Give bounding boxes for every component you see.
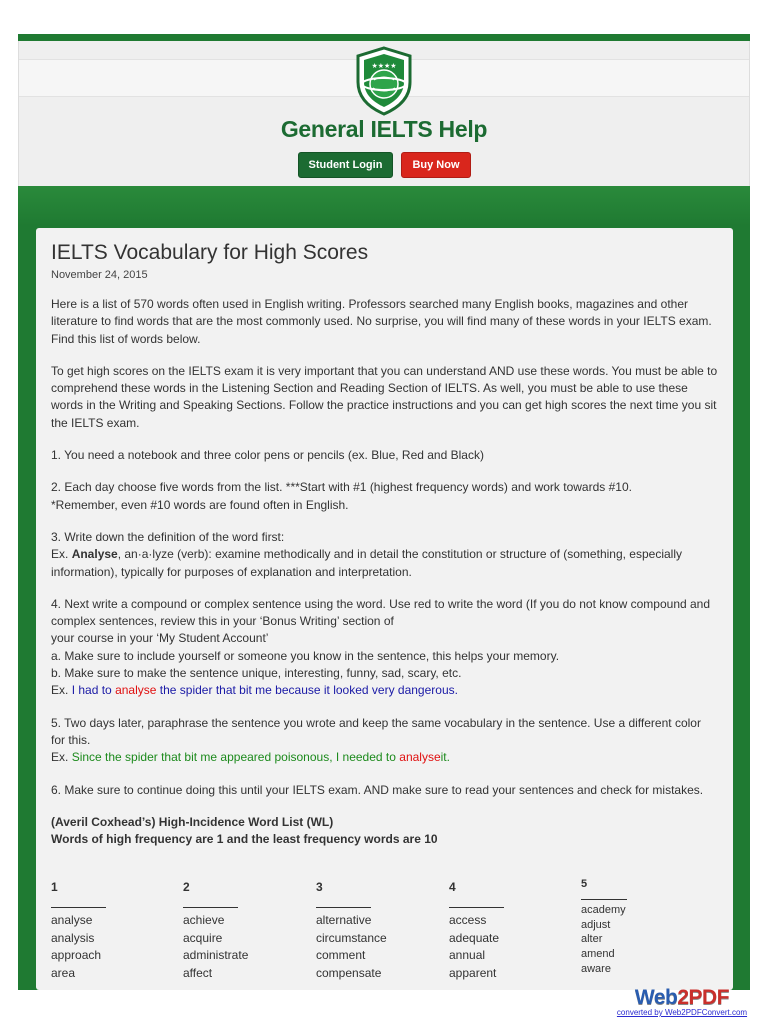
site-header bbox=[18, 41, 750, 186]
importance-paragraph: To get high scores on the IELTS exam it is very important that you can understand AND use these words. You must be able to comprehend these words in the Listening Section and Reading Section of IELTS. As well, you must be able to use these words in the Writing and Speaking Sections. Follow the practice instructions and you can get high scores the next time you sit the IELTS exam. bbox=[51, 363, 718, 430]
word-item: analysis bbox=[51, 930, 95, 945]
step-3-word: Analyse bbox=[71, 547, 118, 562]
step-5-ex-label: Ex. bbox=[51, 750, 69, 765]
word-item: alternative bbox=[316, 913, 372, 927]
column-rule bbox=[183, 897, 238, 908]
top-accent-bar bbox=[18, 34, 750, 41]
step-5-example-start: Since the spider that bit me appeared poisonous, I needed to bbox=[71, 750, 396, 765]
step-2 bbox=[51, 479, 718, 514]
step-4-tip-b: b. Make sure to make the sentence unique, interesting, funny, sad, scary, etc. bbox=[51, 666, 462, 681]
column-number: 2 bbox=[183, 880, 190, 894]
word-item: area bbox=[51, 966, 76, 981]
step-2-line: 2. Each day choose five words from the list. ***Start with #1 (highest frequency words) and work towards #10. bbox=[51, 480, 632, 495]
column-number: 5 bbox=[581, 878, 588, 890]
word-item: achieve bbox=[183, 913, 225, 927]
word-item: annual bbox=[449, 948, 486, 963]
student-login-button[interactable]: Student Login bbox=[298, 152, 394, 178]
word-column-1 bbox=[51, 880, 181, 983]
step-4-example-word: analyse bbox=[115, 683, 157, 698]
step-3-line: 3. Write down the definition of the word first: bbox=[51, 529, 285, 544]
word-item: acquire bbox=[183, 930, 223, 945]
column-number: 1 bbox=[51, 880, 58, 894]
web2pdf-watermark bbox=[612, 986, 752, 1017]
word-column-3 bbox=[316, 880, 446, 983]
column-number: 3 bbox=[316, 880, 323, 894]
word-item: compensate bbox=[316, 966, 382, 981]
step-5 bbox=[51, 715, 718, 767]
buy-now-button[interactable]: Buy Now bbox=[401, 152, 470, 178]
word-item: adjust bbox=[581, 918, 611, 931]
column-rule bbox=[449, 897, 504, 908]
web2pdf-logo bbox=[612, 986, 752, 1010]
column-rule bbox=[316, 897, 371, 908]
word-item: adequate bbox=[449, 930, 500, 945]
svg-text:★★★★: ★★★★ bbox=[371, 62, 397, 70]
word-list-subtitle: Words of high frequency are 1 and the least frequency words are 10 bbox=[51, 832, 438, 847]
step-1: 1. You need a notebook and three color pens or pencils (ex. Blue, Red and Black) bbox=[51, 448, 484, 463]
step-5-line: 5. Two days later, paraphrase the sentence you wrote and keep the same vocabulary in the sentence. Use a different color for this. bbox=[51, 715, 701, 747]
step-4-example-end: the spider that bit me because it looked very dangerous. bbox=[159, 683, 458, 698]
word-item: affect bbox=[183, 966, 213, 981]
step-4-course: your course in your ‘My Student Account’ bbox=[51, 631, 269, 646]
web2pdf-logo-pdf: 2PDF bbox=[677, 986, 730, 1009]
step-5-example-word: analyse bbox=[399, 750, 441, 765]
step-5-example-end: it. bbox=[440, 750, 450, 765]
post-card bbox=[36, 228, 733, 990]
column-rule bbox=[581, 892, 627, 900]
step-6: 6. Make sure to continue doing this until your IELTS exam. AND make sure to read your sentences and check for mistakes. bbox=[51, 782, 704, 797]
word-item: access bbox=[449, 913, 487, 927]
step-3-ex-label: Ex. bbox=[51, 547, 69, 562]
word-item: comment bbox=[316, 948, 366, 963]
word-item: approach bbox=[51, 948, 102, 963]
word-item: amend bbox=[581, 948, 615, 961]
word-column-4 bbox=[449, 880, 579, 983]
step-3 bbox=[51, 529, 718, 581]
site-logo-shield-icon[interactable] bbox=[354, 46, 414, 116]
web2pdf-logo-web: Web bbox=[634, 986, 678, 1009]
intro-paragraph: Here is a list of 570 words often used in English writing. Professors searched many English books, magazines and other literature to find words that are the most commonly used. No surprise, you will find many of these words in your IELTS exam. Find this list of words below. bbox=[51, 297, 712, 346]
step-4-example-start: I had to bbox=[71, 683, 112, 698]
header-buttons bbox=[19, 152, 749, 178]
post-title[interactable]: IELTS Vocabulary for High Scores bbox=[51, 241, 369, 264]
word-item: apparent bbox=[449, 966, 497, 981]
site-title[interactable]: General IELTS Help bbox=[280, 116, 488, 142]
word-item: aware bbox=[581, 962, 611, 975]
word-item: alter bbox=[581, 933, 603, 946]
word-column-2 bbox=[183, 880, 313, 983]
web2pdf-link[interactable]: converted by Web2PDFConvert.com bbox=[616, 1008, 748, 1017]
word-list-heading bbox=[51, 814, 718, 849]
step-4-line: 4. Next write a compound or complex sentence using the word. Use red to write the word (If you do not know compound and complex sentences, review this in your ‘Bonus Writing’ section of bbox=[51, 596, 711, 629]
word-item: academy bbox=[581, 904, 626, 916]
step-3-definition: , an·a·lyze (verb): examine methodically and in detail the constitution or structure of (something, especially information), typically for purposes of explanation and interpretation. bbox=[51, 547, 682, 579]
word-item: administrate bbox=[183, 948, 249, 963]
word-item: circumstance bbox=[316, 930, 387, 945]
step-4 bbox=[51, 596, 718, 700]
column-number: 4 bbox=[449, 880, 456, 894]
post-date: November 24, 2015 bbox=[51, 269, 148, 281]
word-column-5 bbox=[581, 878, 711, 977]
word-list-title: (Averil Coxhead’s) High-Incidence Word List (WL) bbox=[51, 814, 334, 829]
word-item: analyse bbox=[51, 913, 93, 927]
step-4-ex-label: Ex. bbox=[51, 683, 69, 698]
step-2-note: *Remember, even #10 words are found often in English. bbox=[51, 497, 349, 512]
column-rule bbox=[51, 897, 106, 908]
step-4-tip-a: a. Make sure to include yourself or someone you know in the sentence, this helps your memory. bbox=[51, 648, 560, 663]
